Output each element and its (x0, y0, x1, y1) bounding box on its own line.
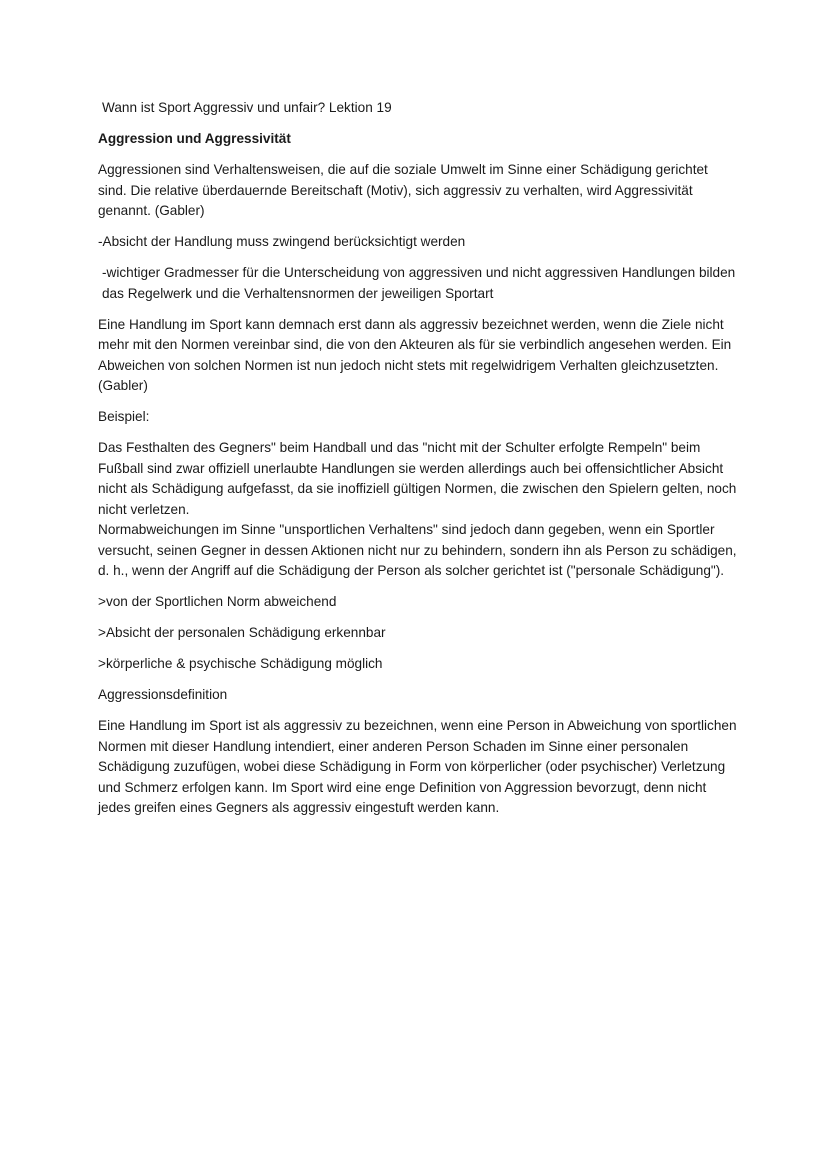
bullet-physical-psychological: >körperliche & psychische Schädigung möglich (98, 656, 383, 671)
example-label: Beispiel: (98, 409, 150, 424)
paragraph-intent-note: -Absicht der Handlung muss zwingend berücksichtigt werden (98, 234, 466, 249)
bullet-norm-deviation: >von der Sportlichen Norm abweichend (98, 594, 337, 609)
paragraph-norms: Eine Handlung im Sport kann demnach erst dann als aggressiv bezeichnet werden, wenn die Ziele nicht mehr mit den Normen vereinbar sind, die von den Akteuren als für sie verbindlich angesehen werden. Ein Abweichen von solchen Normen ist nun jedoch nicht stets mit regelwidrigem Verhalten gleichzusetzten. (Gabler) (98, 316, 732, 393)
bullet-intent-harm: >Absicht der personalen Schädigung erkennbar (98, 625, 386, 640)
document-body (98, 98, 738, 829)
paragraph-rules-note: -wichtiger Gradmesser für die Unterscheidung von aggressiven und nicht aggressiven Handlungen bilden das Regelwerk und die Verhaltensnormen der jeweiligen Sportart (102, 265, 736, 301)
section-heading: Aggression und Aggressivität (98, 131, 291, 146)
paragraph-unsporting: Normabweichungen im Sinne "unsportlichen Verhaltens" sind jedoch dann gegeben, wenn ein Sportler versucht, seinen Gegner in dessen Aktionen nicht nur zu behindern, sondern ihn als Person zu schädigen, d. h., wenn der Angriff auf die Schädigung der Person als solcher gerichtet ist ("personale Schädigung"). (98, 522, 737, 578)
paragraph-definition-aggression: Aggressionen sind Verhaltensweisen, die auf die soziale Umwelt im Sinne einer Schädigung gerichtet sind. Die relative überdauernde Bereitschaft (Motiv), sich aggressiv zu verhalten, wird Aggressivität genannt. (Gabler) (98, 162, 708, 218)
paragraph-example: Das Festhalten des Gegners" beim Handball und das "nicht mit der Schulter erfolgte Rempeln" beim Fußball sind zwar offiziell unerlaubte Handlungen sie werden allerdings auch bei offensichtlicher Absicht nicht als Schädigung aufgefasst, da sie inoffiziell gültigen Normen, die zwischen den Spielern gelten, noch nicht verletzen. (98, 440, 737, 517)
document-title: Wann ist Sport Aggressiv und unfair? Lektion 19 (102, 100, 392, 115)
paragraph-aggression-definition: Eine Handlung im Sport ist als aggressiv zu bezeichnen, wenn eine Person in Abweichung von sportlichen Normen mit dieser Handlung intendiert, einer anderen Person Schaden im Sinne einer personalen Schädigung zuzufügen, wobei diese Schädigung in Form von körperlicher (oder psychischer) Verletzung und Schmerz erfolgen kann. Im Sport wird eine enge Definition von Aggression bevorzugt, denn nicht jedes greifen eines Gegners als aggressiv eingestuft werden kann. (98, 718, 737, 815)
definition-label: Aggressionsdefinition (98, 687, 228, 702)
